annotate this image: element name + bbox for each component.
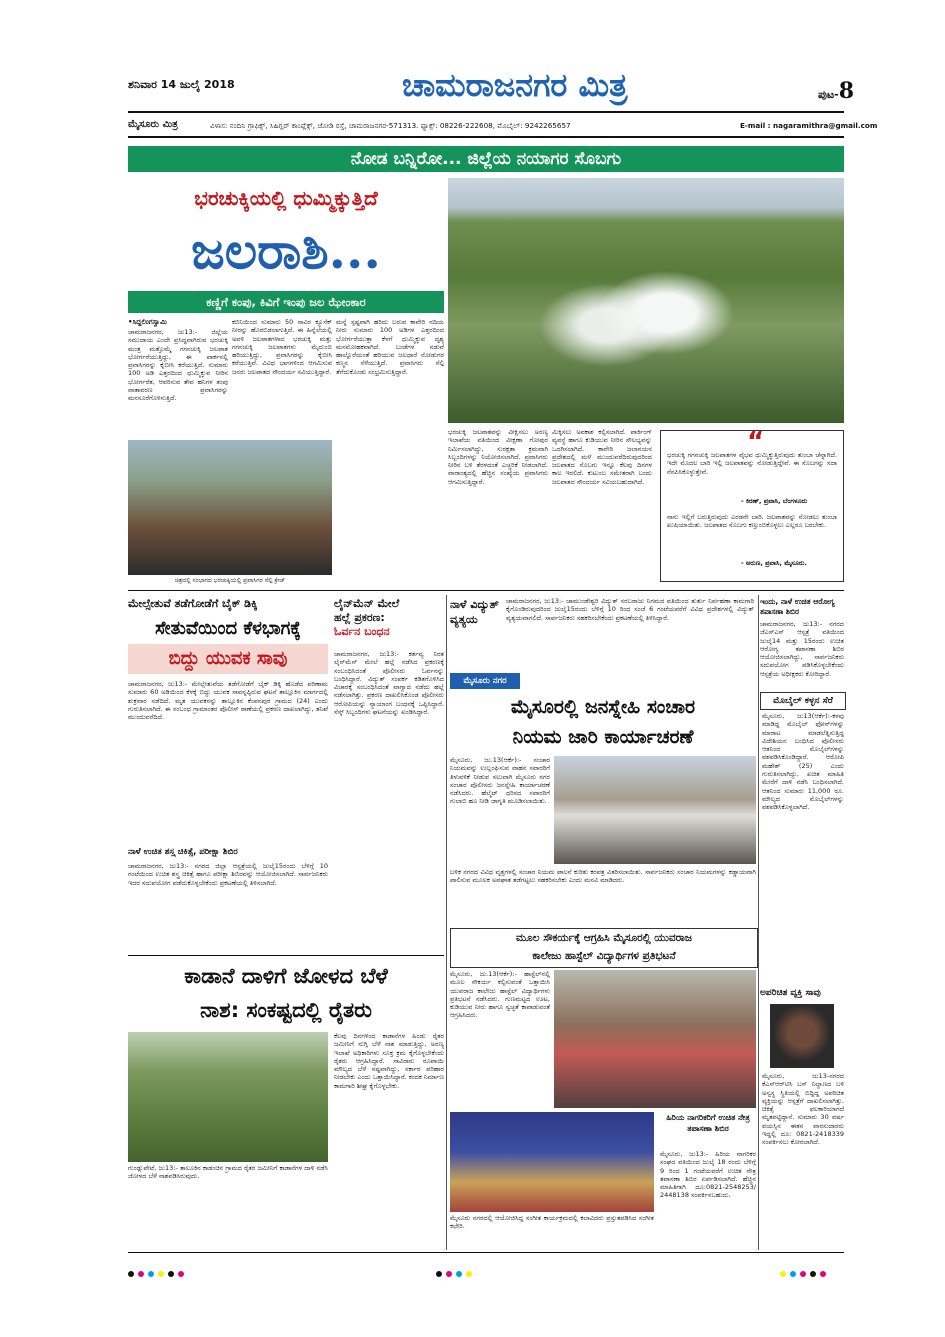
registration-dot [466,1271,472,1277]
traffic-drive-photo [554,756,756,864]
elephant-damage-photo [128,1032,328,1162]
concert-photo [450,1112,654,1212]
feature-subhead: ಕಣ್ಣಿಗೆ ಕಂಪು, ಕಿವಿಗೆ ಇಂಪು ಜಲ ಝೇಂಕಾರ [128,291,444,313]
deceased-photo [770,1004,834,1068]
hostel-headline-box [450,928,758,968]
elephant-story-body: ಕೆಲವು ದಿನಗಳಿಂದ ಕಾಡಾನೆಗಳ ಹಿಂಡು ರೈತರ ಜಮೀನಿಗೆ ನುಗ್ಗಿ ಬೆಳೆ ನಾಶ ಮಾಡುತ್ತಿದ್ದು, ಅರಣ್ಯ ಇಲಾಖೆ ಅಧಿಕಾರಿಗಳು ಸೂಕ್ತ ಕ್ರಮ ಕೈಗೊಳ್ಳಬೇಕೆಂದು ರೈತರು ಆಗ್ರಹಿಸಿದ್ದಾರೆ. ಸಾವಿರಾರು ರೂಪಾಯಿ ಮೌಲ್ಯದ ಬೆಳೆ ನಷ್ಟವಾಗಿದ್ದು, ಸರ್ಕಾರ ಪರಿಹಾರ ನೀಡಬೇಕು ಎಂದು ಒತ್ತಾಯಿಸಿದ್ದಾರೆ. ಕಂದಕ ನಿರ್ಮಾಣ ಕಾಮಗಾರಿ ಶೀಘ್ರ ಕೈಗೊಳ್ಳಬೇಕು. [334,1032,444,1090]
power-headline: ನಾಳೆ ವಿದ್ಯುತ್ ವ್ಯತ್ಯಯ [450,598,499,626]
bike-story-body: ಚಾಮರಾಜನಗರ, ಜು13:- ಮೇಲ್ಸೇತುವೆಯ ತಡೆಗೋಡೆಗೆ ಬೈಕ್ ಡಿಕ್ಕಿ ಹೊಡೆದ ಪರಿಣಾಮ ಸುಮಾರು 60 ಅಡಿಯಿಂದ ಕೆಳಕ್ಕೆ ಬಿದ್ದು ಯುವಕ ಸಾವನ್ನಪ್ಪಿರುವ ಘಟನೆ ತಾಲ್ಲೂಕಿನ ಮಾರ್ಗದಲ್ಲಿ ಶುಕ್ರವಾರ ನಡೆದಿದೆ. ಮೃತ ಯುವಕನನ್ನು ತಾಲ್ಲೂಕಿನ ಕೆಂಪನಪುರ ಗ್ರಾಮದ (24) ಎಂದು ಗುರುತಿಸಲಾಗಿದೆ. ಈ ಸಂಬಂಧ ಗ್ರಾಮಾಂತರ ಪೊಲೀಸ್ ಠಾಣೆಯಲ್ಲಿ ಪ್ರಕರಣ ದಾಖಲಾಗಿದ್ದು, ತನಿಖೆ ಮುಂದುವರೆದಿದೆ. [128,680,328,722]
quote-box [660,427,844,582]
hostel-headline-1: ಮೂಲ ಸೌಕರ್ಯಕ್ಕೆ ಆಗ್ರಹಿಸಿ ಮೈಸೂರಲ್ಲಿ ಯುವರಾಜ [516,932,692,944]
elephant-headline-1: ಕಾಡಾನೆ ದಾಳಿಗೆ ಜೋಳದ ಬೆಳೆ [184,964,388,988]
feature-headline-1: ಭರಚುಕ್ಕಿಯಲ್ಲಿ ಧುಮ್ಮಿಕ್ಕುತ್ತಿದೆ [194,186,378,210]
traffic-headline-2: ನಿಯಮ ಜಾರಿ ಕಾರ್ಯಾಚರಣೆ [512,726,694,748]
page-label: ಪುಟ- [818,88,839,101]
selfie-caption: ಚಿತ್ರದಲ್ಲಿ ಸಂಭಾಗದ ಭರಚುಕ್ಕಿಯಲ್ಲಿ ಪ್ರವಾಸಿಗರ ಸೆಲ್ಫಿ ಕ್ರೇಜ್ [174,577,286,584]
registration-dot [456,1271,462,1277]
traffic-headline-1: ಮೈಸೂರಲ್ಲಿ ಜನಸ್ನೇಹಿ ಸಂಚಾರ [510,696,696,718]
lineman-story-body: ಚಾಮರಾಜನಗರ, ಜು13:- ಕರ್ತವ್ಯ ನಿರತ ಲೈನ್‌ಮೆನ್ ಮೇಲೆ ಹಲ್ಲೆ ನಡೆಸಿದ ಪ್ರಕರಣಕ್ಕೆ ಸಂಬಂಧಿಸಿದಂತೆ ಪೊಲೀಸರು ಓರ್ವನನ್ನು ಬಂಧಿಸಿದ್ದಾರೆ. ವಿದ್ಯುತ್ ಸಂಪರ್ಕ ಕಡಿತಗೊಳಿಸಿದ ವಿಚಾರಕ್ಕೆ ಸಂಬಂಧಿಸಿದಂತೆ ವಾಗ್ವಾದ ನಡೆದು ಹಲ್ಲೆ ನಡೆಸಲಾಗಿತ್ತು. ಪ್ರಕರಣ ದಾಖಲಿಸಿಕೊಂಡ ಪೊಲೀಸರು ಆರೋಪಿಯನ್ನು ನ್ಯಾಯಾಂಗ ಬಂಧನಕ್ಕೆ ಒಪ್ಪಿಸಿದ್ದಾರೆ. ಸೆಸ್ಕ್ ಸಿಬ್ಬಂದಿಗಳು ಘಟನೆಯನ್ನು ಖಂಡಿಸಿದ್ದಾರೆ. [334,650,444,717]
bike-headline-2: ಬಿದ್ದು ಯುವಕ ಸಾವು [128,644,328,674]
hostel-headline-2: ಕಾಲೇಜು ಹಾಸ್ಟೆಲ್ ವಿದ್ಯಾರ್ಥಿಗಳ ಪ್ರತಿಭಟನೆ [532,950,676,962]
feature-kicker: ನೋಡ ಬನ್ನಿರೋ... ಜಿಲ್ಲೆಯ ನಯಾಗರ ಸೊಬಗು [128,146,844,172]
selfie-photo [128,440,332,575]
feature-column-3: ಮನ್ನೆ ಸ್ಪಷ್ಟವಾಗಿ ಹರಿದು ಬರುವ ಕಾವೇರಿ ನದಿಯ ನೀರು ಸುಮಾರು 100 ಅಡಿಗಳ ಎತ್ತರದಿಂದ ಭೋರ್ಗರೆಯುತ್ತಾ ಕೆಳಗೆ ಧುಮ್ಮಿಕ್ಕುವ ದೃಶ್ಯ ಮನಮೋಹಕವಾಗಿದೆ. ಬಂಡೆಗಳ ನಡುವೆ ಹಾಲ್ನೊರೆಯಂತೆ ಹರಿಯುವ ಜಲಧಾರೆ ನೋಡುಗರ ಕಣ್ಮನ ಸೆಳೆಯುತ್ತಿದೆ. ಪ್ರವಾಸಿಗರು ಸೆಲ್ಫಿ ತೆಗೆದುಕೊಂಡು ಸಂಭ್ರಮಿಸುತ್ತಿದ್ದಾರೆ. [336,318,444,376]
feature-column-2: ಕಬಿನಿಯಿಂದ ಸುಮಾರು 50 ಸಾವಿರ ಕ್ಯೂಸೆಕ್ ನೀರನ್ನು ಹೊರಬಿಡಲಾಗುತ್ತಿದೆ. ಈ ಹಿನ್ನೆಲೆಯಲ್ಲಿ ಅವಳಿ ಜಲಪಾತಗಳಾದ ಭರಚುಕ್ಕಿ ಮತ್ತು ಗಗನಚುಕ್ಕಿ ಜಲಪಾತಗಳು ಮೈದುಂಬಿ ಹರಿಯುತ್ತಿದ್ದು, ಪ್ರವಾಸಿಗರನ್ನು ಕೈಬೀಸಿ ಕರೆಯುತ್ತಿವೆ. ವಿವಿಧ ಭಾಗಗಳಿಂದ ಆಗಮಿಸುವ ಜನರು ಜಲಪಾತದ ಸೌಂದರ್ಯ ಸವಿಯುತ್ತಿದ್ದಾರೆ. [232,318,332,376]
bike-kicker: ಮೇಲ್ಸೇತುವೆ ತಡೆಗೋಡೆಗೆ ಬೈಕ್ ಡಿಕ್ಕಿ [128,597,258,610]
registration-dot [436,1271,442,1277]
lineman-headline-3: ಓರ್ವನ ಬಂಧನ [334,625,390,638]
registration-marks-left [128,1262,188,1281]
page-number-box [818,78,854,104]
registration-marks-center [436,1262,476,1281]
registration-dot [800,1271,806,1277]
lineman-headline-2: ಹಲ್ಲೆ ಪ್ರಕರಣ: [334,611,385,624]
registration-dot [790,1271,796,1277]
power-story-body: ಚಾಮರಾಜನಗರ, ಜು13:- ಚಾಮುಂಡೇಶ್ವರಿ ವಿದ್ಯುತ್ ಸರಬರಾಜು ನಿಗಮದ ವತಿಯಿಂದ ತುರ್ತು ನಿರ್ವಹಣಾ ಕಾಮಗಾರಿ ಕೈಗೊಂಡಿರುವುದರಿಂದ ಜುಲೈ15ರಂದು ಬೆಳಿಗ್ಗೆ 10 ರಿಂದ ಸಂಜೆ 6 ಗಂಟೆಯವರೆಗೆ ವಿವಿಧ ಪ್ರದೇಶಗಳಲ್ಲಿ ವಿದ್ಯುತ್ ವ್ಯತ್ಯಯವಾಗಲಿದೆ. ಸಾರ್ವಜನಿಕರು ಸಹಕರಿಸಬೇಕೆಂದು ಪ್ರಕಟಣೆಯಲ್ಲಿ ತಿಳಿಸಿದ್ದಾರೆ. [506,597,754,622]
unknown-death-headline: ಅಪರಿಚಿತ ವ್ಯಕ್ತಿ ಸಾವು [760,988,821,998]
hostel-story-body: ಮೈಸೂರು, ಜು.13(ಆರ್ಕೆ):- ಹಾಸ್ಟೆಲ್‌ನಲ್ಲಿ ಮೂಲ ಸೌಕರ್ಯ ಕಲ್ಪಿಸುವಂತೆ ಒತ್ತಾಯಿಸಿ ಯುವರಾಜ ಕಾಲೇಜು ಹಾಸ್ಟೆಲ್ ವಿದ್ಯಾರ್ಥಿಗಳು ಪ್ರತಿಭಟನೆ ನಡೆಸಿದರು. ಗುಣಮಟ್ಟದ ಊಟ, ಕುಡಿಯುವ ನೀರು ಹಾಗೂ ಸ್ವಚ್ಛತೆ ಕಾಪಾಡುವಂತೆ ಆಗ್ರಹಿಸಿದರು. [450,970,550,1020]
health-camp-body: ಚಾಮರಾಜನಗರ, ಜು13:- ನಗರದ ಜಿಲ್ಲಾ ಆಸ್ಪತ್ರೆಯಲ್ಲಿ ಜುಲೈ15ರಂದು ಬೆಳಿಗ್ಗೆ 10 ಗಂಟೆಯಿಂದ ಉಚಿತ ಶಸ್ತ್ರ ಚಿಕಿತ್ಸೆ ಹಾಗೂ ಪರೀಕ್ಷಾ ಶಿಬಿರವನ್ನು ಆಯೋಜಿಸಲಾಗಿದೆ. ಸಾರ್ವಜನಿಕರು ಇದರ ಸದುಪಯೋಗ ಪಡೆದುಕೊಳ್ಳಬೇಕೆಂದು ಪ್ರಕಟಣೆಯಲ್ಲಿ ತಿಳಿಸಲಾಗಿದೆ. [128,862,328,887]
traffic-body-1: ಮೈಸೂರು, ಜು.13(ಆರ್ಕೆ):- ಸಂಚಾರ ನಿಯಮವನ್ನು ಉಲ್ಲಂಘಿಸುವ ವಾಹನ ಸವಾರರಿಗೆ ತಿಳುವಳಿಕೆ ನೀಡುವ ಸಲುವಾಗಿ ಮೈಸೂರು ನಗರ ಸಂಚಾರ ಪೊಲೀಸರು ಜನಸ್ನೇಹಿ ಕಾರ್ಯಾಚರಣೆ ನಡೆಸಿದರು. ಹೆಲ್ಮೆಟ್ ಧರಿಸದ ಸವಾರರಿಗೆ ಗುಲಾಬಿ ಹೂ ನೀಡಿ ಜಾಗೃತಿ ಮೂಡಿಸಲಾಯಿತು. [450,756,550,806]
quote-text-1: ಭರಚುಕ್ಕಿ ಗಗನಚುಕ್ಕಿ ಜಲಪಾತಗಳ ವೈಭವ ಧುಮ್ಮಿಕ್ಕುತ್ತಿರುವುದು ತುಂಬಾ ಚೆನ್ನಾಗಿದೆ. ಇದೇ ಮೊದಲ ಬಾರಿ ಇಲ್ಲಿ ಜಲಪಾತವನ್ನು ನೋಡುತ್ತಿದ್ದೇವೆ. ಈ ಸೊಬಗನ್ನು ಸದಾ ನೆನಪಿಸಿಕೊಳ್ಳುತ್ತೇವೆ. [667,451,837,476]
registration-dot [780,1271,786,1277]
feature-byline: •ಸಿದ್ದಲಿಂಗಸ್ವಾಮಿ [128,318,167,326]
registration-dot [168,1271,174,1277]
registration-dot [158,1271,164,1277]
eye-camp-headline: ಹಿರಿಯ ನಾಗರಿಕರಿಗೆ ಉಚಿತ ನೇತ್ರ ತಪಾಸಣಾ ಶಿಬಿರ [666,1113,750,1133]
registration-dot [446,1271,452,1277]
traffic-body-2: ಬಳಿಕ ನಗರದ ವಿವಿಧ ವೃತ್ತಗಳಲ್ಲಿ ಸಂಚಾರ ನಿಯಮ ಪಾಲನೆ ಕುರಿತು ಕರಪತ್ರ ವಿತರಿಸಲಾಯಿತು. ಸಾರ್ವಜನಿಕರು ಸಂಚಾರ ನಿಯಮಗಳನ್ನು ಕಡ್ಡಾಯವಾಗಿ ಪಾಲಿಸುವ ಮೂಲಕ ಅಪಘಾತ ತಡೆಗಟ್ಟಲು ಸಹಕರಿಸಬೇಕು ಎಂದು ಮನವಿ ಮಾಡಿದರು. [450,868,756,885]
waterfall-photo [448,178,844,423]
quote-text-2: ನಾನು ಇಲ್ಲಿಗೆ ಬರುತ್ತಿರುವುದು ಎರಡನೇ ಬಾರಿ. ಜಲಪಾತವನ್ನು ನೋಡಲು ತುಂಬಾ ಖುಷಿಯಾಯಿತು. ಜಲಪಾತದ ಸೊಬಗು ಕಣ್ತುಂಬಿಕೊಳ್ಳಲು ಎಲ್ಲರೂ ಬರಬೇಕು. [667,513,837,530]
header-rule-top [128,111,844,113]
issue-date: ಶನಿವಾರ 14 ಜುಲೈ 2018 [128,78,235,91]
elephant-caption: ಗುಂಡ್ಲುಪೇಟೆ, ಜು13:- ತಾಲೂಕಿನ ಕಾಡಂಚಿನ ಗ್ರಾಮದ ರೈತರ ಜಮೀನಿಗೆ ಕಾಡಾನೆಗಳ ದಾಳಿ ನಡೆಸಿ ಜೋಳದ ಬೆಳೆ ನಾಶಪಡಿಸಿರುವುದು. [128,1164,328,1181]
registration-dot [138,1271,144,1277]
column-divider-left [446,595,447,1250]
section-tag-mysore: ಮೈಸೂರು ನಗರ [450,673,520,689]
sub-brand: ಮೈಸೂರು ಮಿತ್ರ [128,119,178,130]
email-address: E-mail : nagaramithra@gmail.com [740,121,878,130]
masthead-title: ಚಾಮರಾಜನಗರ ಮಿತ್ರ [402,66,628,104]
mobile-theft-headline: ಮೊಬೈಲ್ ಕಳ್ಳನ ಸೆರೆ [760,692,846,710]
feature-column-5: ಮಿಕ್ಕಿಸಲು ಅವಕಾಶ ಕಲ್ಪಿಸಲಾಗಿದೆ. ಪಾರ್ಕಿಂಗ್ ವ್ಯವಸ್ಥೆ ಹಾಗೂ ಕುಡಿಯುವ ನೀರಿನ ಸೌಲಭ್ಯವನ್ನು ಒದಗಿಸಲಾಗಿದೆ. ಕಾವೇರಿ ಜಲಾನಯನ ಪ್ರದೇಶದಲ್ಲಿ ಮಳೆ ಮುಂದುವರೆದಿರುವುದರಿಂದ ಜಲಪಾತದ ಸೊಬಗು ಇನ್ನೂ ಕೆಲವು ದಿನಗಳ ಕಾಲ ಇರಲಿದೆ. ಕುಟುಂಬ ಸಮೇತರಾಗಿ ಬಂದು ಜಲಪಾತದ ಸೌಂದರ್ಯ ಸವಿಯಬಹುದಾಗಿದೆ. [552,428,652,486]
feature-column-1: ಚಾಮರಾಜನಗರ, ಜು13:- ಜಿಲ್ಲೆಯ ಸಮುದಾಯ ಎಂದೇ ಪ್ರಸಿದ್ಧವಾಗಿರುವ ಭರಚುಕ್ಕಿ ಮಂತ್ರ ಮತ್ತೊಮ್ಮೆ ಗಗನಚುಕ್ಕಿ ಜಲಪಾತ ಭೋರ್ಗರೆಯುತ್ತಿದ್ದು, ಈ ಪಾರ್ಕನಲ್ಲಿ ಪ್ರವಾಸಿಗರನ್ನು ಕೈಬೀಸಿ ಕರೆಯುತ್ತಿದೆ. ಸುಮಾರು 100 ಅಡಿ ಎತ್ತರದಿಂದ ಧುಮ್ಮಿಕ್ಕುವ ನೀರಿನ ಭೋರ್ಗರೆತ, ಆವರಿಸುವ ತೇವ ಹನಿಗಳ ತಂಪು ವಾತಾವರಣ ಪ್ರವಾಸಿಗರನ್ನು ಮನಸೂರೆಗೊಳಿಸುತ್ತಿದೆ. [128,328,228,403]
page-number: 8 [838,78,855,104]
registration-dot [820,1271,826,1277]
bike-headline-1: ಸೇತುವೆಯಿಂದ ಕೆಳಭಾಗಕ್ಕೆ [155,618,301,639]
health-camp-headline: ನಾಳೆ ಉಚಿತ ಶಸ್ತ್ರ ಚಿಕಿತ್ಸೆ, ಪರೀಕ್ಷಾ ಶಿಬಿರ [128,847,238,857]
registration-dot [810,1271,816,1277]
lineman-headline [334,597,444,639]
registration-dot [148,1271,154,1277]
eye-camp-body: ಮೈಸೂರು, ಜು13:- ಹಿರಿಯ ನಾಗರಿಕರ ಸಂಘದ ವತಿಯಿಂದ ಜುಲೈ 18 ರಂದು ಬೆಳಿಗ್ಗೆ 9 ರಿಂದ 1 ಗಂಟೆಯವರೆಗೆ ಉಚಿತ ನೇತ್ರ ತಪಾಸಣಾ ಶಿಬಿರ ಏರ್ಪಡಿಸಲಾಗಿದೆ. ಹೆಚ್ಚಿನ ಮಾಹಿತಿಗಾಗಿ ದೂ:0821-2548253/ 2448138 ಸಂಪರ್ಕಿಸಬಹುದು. [660,1150,756,1200]
header-rule-bottom [128,136,844,138]
unknown-death-body: ಮೈಸೂರು, ಜು13-ನಗರದ ಕೆಎಸ್ಆರ್‌ಟಿಸಿ ಬಸ್ ನಿಲ್ದಾಣದ ಬಳಿ ಅಸ್ವಸ್ಥ ಸ್ಥಿತಿಯಲ್ಲಿ ಬಿದ್ದಿದ್ದ ಅಪರಿಚಿತ ವ್ಯಕ್ತಿಯನ್ನು ಆಸ್ಪತ್ರೆಗೆ ದಾಖಲಿಸಲಾಗಿತ್ತು. ಚಿಕಿತ್ಸೆ ಫಲಕಾರಿಯಾಗದೆ ಮೃತಪಟ್ಟಿದ್ದಾನೆ. ಸುಮಾರು 30 ವರ್ಷ ವಯಸ್ಸಿನ ಈತನ ವಾರಸುದಾರರು ಇದ್ದಲ್ಲಿ ದೂ: 0821-2418339 ಸಂಪರ್ಕಿಸಲು ಕೋರಲಾಗಿದೆ. [762,1072,844,1147]
camp-headline: ಇಂದು, ನಾಳೆ ಉಚಿತ ಆರೋಗ್ಯ ತಪಾಸಣಾ ಶಿಬಿರ [760,597,835,616]
address-line: ವಿಳಾಸ: ನಂದಿನಿ ಗ್ರಾಫಿಕ್ಸ್, ಸಿಹಿಗ್ಲರ್ ಕಾಂಪ್ಲೆಕ್ಸ್, ಜೋಡಿ ರಸ್ತೆ, ಚಾಮರಾಜನಗರ-571313. ಫ್ಯಾಕ್ಸ್: 08226-222608, ಮೊಬೈಲ್: 9242265657 [210,121,571,130]
mobile-theft-body: ಮೈಸೂರು, ಜು13(ಆರ್ಕೆ):-ಕಳವು ಮಾಡಿದ್ದ ಮೊಬೈಲ್ ಫೋನ್‌ಗಳನ್ನು ಮಾರಾಟ ಮಾಡಲೆತ್ನಿಸುತ್ತಿದ್ದ ವಿದೇಶಿಯನ ಬಂಧಿಸಿದ ಪೊಲೀಸರು ಆತನಿಂದ ಮೊಬೈಲ್‌ಗಳನ್ನು ವಶಪಡಿಸಿಕೊಂಡಿದ್ದಾರೆ. ಆರೋಪಿ ಮಹೇಶ್ (25) ಎಂದು ಗುರುತಿಸಲಾಗಿದ್ದು, ಖಚಿತ ಮಾಹಿತಿ ಮೇರೆಗೆ ದಾಳಿ ನಡೆಸಿ ಬಂಧಿಸಲಾಗಿದೆ. ಆತನಿಂದ ಸುಮಾರು 11,000 ರೂ. ಮೌಲ್ಯದ ಮೊಬೈಲ್‌ಗಳನ್ನು ವಶಪಡಿಸಿಕೊಳ್ಳಲಾಗಿದೆ. [762,712,844,812]
elephant-top-rule [128,955,444,956]
feature-bottom-rule [128,590,844,591]
feature-headline-2: ಜಲರಾಶಿ... [191,221,381,280]
registration-marks-right [780,1262,830,1281]
quote-mark-icon: “ [747,427,765,457]
registration-dot [178,1271,184,1277]
elephant-headline-2: ನಾಶ: ಸಂಕಷ್ಟದಲ್ಲಿ ರೈತರು [200,998,372,1022]
column-divider-right [758,595,759,1250]
registration-dot [128,1271,134,1277]
hostel-protest-photo [554,970,756,1108]
concert-caption: ಮೈಸೂರು ನಗರದಲ್ಲಿ ಆಯೋಜಿಸಿದ್ದ ಸಂಗೀತ ಕಾರ್ಯಕ್ರಮದಲ್ಲಿ ಕಲಾವಿದರು ಪ್ರಸ್ತುತಪಡಿಸಿದ ಸಂಗೀತ ಕಛೇರಿ. [450,1214,654,1231]
quote-attribution-1: - ಕಿರಣ್, ಪ್ರವಾಸಿ, ಬೆಂಗಳೂರು [741,497,808,505]
lineman-headline-1: ಲೈನ್‌ಮೆನ್ ಮೇಲೆ [334,597,400,610]
quote-attribution-2: - ಅರುಣ, ಪ್ರವಾಸಿ, ಮೈಸೂರು. [741,559,807,567]
feature-column-4: ಭರಚುಕ್ಕಿ ಜಲಪಾತವನ್ನು ವೀಕ್ಷಿಸಲು ಅರಣ್ಯ ಇಲಾಖೆಯ ವತಿಯಿಂದ ವೀಕ್ಷಣಾ ಗೋಪುರ ನಿರ್ಮಿಸಲಾಗಿದ್ದು, ಸುರಕ್ಷತಾ ಕ್ರಮವಾಗಿ ಸಿಬ್ಬಂದಿಗಳನ್ನು ನಿಯೋಜಿಸಲಾಗಿದೆ. ಪ್ರವಾಸಿಗರು ನೀರಿನ ಬಳಿ ತೆರಳದಂತೆ ಎಚ್ಚರಿಕೆ ನೀಡಲಾಗಿದೆ. ವಾರಾಂತ್ಯದಲ್ಲಿ ಹೆಚ್ಚಿನ ಸಂಖ್ಯೆಯ ಪ್ರವಾಸಿಗರು ಆಗಮಿಸುತ್ತಿದ್ದಾರೆ. [448,428,548,486]
page-bottom-rule [128,1252,844,1253]
camp-story-body: ಚಾಮರಾಜನಗರ, ಜು13:- ನಗರದ ಜೆಎಸ್ಎಸ್ ಆಸ್ಪತ್ರೆ ವತಿಯಿಂದ ಜುಲೈ14 ಮತ್ತು 15ರಂದು ಉಚಿತ ಆರೋಗ್ಯ ತಪಾಸಣಾ ಶಿಬಿರ ಆಯೋಜಿಸಲಾಗಿದ್ದು, ಸಾರ್ವಜನಿಕರು ಸದುಪಯೋಗ ಪಡಿಸಿಕೊಳ್ಳಬೇಕೆಂದು ಆಸ್ಪತ್ರೆಯ ಅಧೀಕ್ಷಕರು ಕೋರಿದ್ದಾರೆ. [760,620,844,678]
